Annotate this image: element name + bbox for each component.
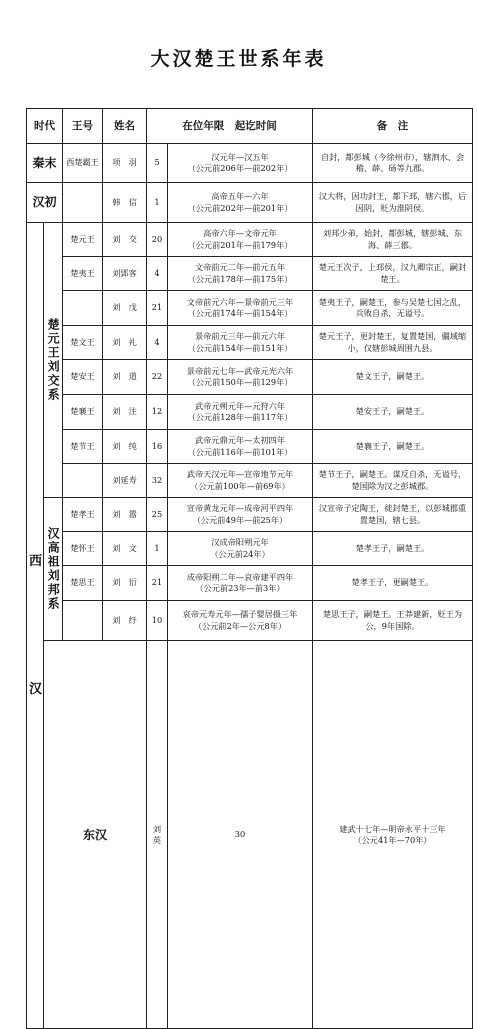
era-cell-xihan — [27, 223, 44, 1029]
period-cell — [168, 566, 313, 601]
era-cell-qinmo: 秦末 — [27, 144, 63, 183]
years-cell: 32 — [147, 464, 168, 498]
years-cell: 4 — [147, 326, 168, 360]
period-line-2: （公元前49年—前25年） — [192, 514, 288, 525]
period-line-1: 文帝前元二年—前元五年 — [194, 262, 286, 273]
title-cell: 楚孝王 — [63, 498, 103, 532]
period-line-2: （公元前154年—前151年） — [187, 342, 293, 353]
name-cell: 刘 戊 — [103, 291, 147, 326]
period-cell — [168, 464, 313, 498]
period-cell — [168, 532, 313, 566]
title-cell: 楚怀王 — [63, 532, 103, 566]
period-cell — [168, 395, 313, 430]
period-line-2: （公元41年—70年） — [353, 834, 432, 845]
note-cell: 楚安王子，嗣楚王。 — [313, 395, 473, 430]
title-cell — [63, 464, 103, 498]
note-cell: 楚思王子，嗣楚王。王莽建新，贬王为公，9年国除。 — [313, 601, 473, 641]
note-cell: 汉宣帝子定陶王，徙封楚王，以彭城郡重置楚国，辖七县。 — [313, 498, 473, 532]
period-line-2: （公元前2年—公元8年） — [193, 620, 287, 631]
table-row — [27, 566, 473, 601]
header-notes: 备 注 — [313, 109, 473, 144]
header-era: 时代 — [27, 109, 63, 144]
title-cell: 西楚霸王 — [63, 144, 103, 183]
years-cell: 21 — [147, 291, 168, 326]
period-line-1: 景帝前元三年—前元六年 — [194, 331, 286, 342]
table-row — [27, 326, 473, 360]
name-cell: 刘 纡 — [103, 601, 147, 641]
period-line-1: 武帝元朔元年—元狩六年 — [194, 400, 286, 411]
years-cell: 16 — [147, 430, 168, 464]
name-cell: 刘 礼 — [103, 326, 147, 360]
years-cell: 25 — [147, 498, 168, 532]
title-cell: 楚夷王 — [63, 257, 103, 291]
table-row — [27, 257, 473, 291]
note-cell: 楚襄王子，嗣楚王。 — [313, 430, 473, 464]
table-row — [27, 183, 473, 223]
name-cell: 刘 注 — [103, 395, 147, 430]
table-row — [27, 223, 473, 257]
name-cell: 刘 交 — [103, 223, 147, 257]
period-cell — [168, 257, 313, 291]
period-line-2: （公元前206年—前202年） — [187, 163, 293, 173]
years-cell: 5 — [147, 144, 168, 183]
years-cell: 1 — [147, 183, 168, 223]
period-line-2: （公元前23年—前3年） — [195, 583, 285, 593]
period-cell — [168, 144, 313, 183]
period-line-1: 哀帝元寿元年—孺子婴居摄三年 — [182, 609, 298, 620]
period-cell — [313, 641, 473, 1029]
period-line-2: （公元前174年—前154年） — [187, 308, 293, 318]
title-cell — [63, 601, 103, 641]
period-cell — [168, 326, 313, 360]
table-row — [27, 291, 473, 326]
period-line-1: 高帝五年—六年 — [211, 191, 269, 202]
era-cell-donghan: 东汉 — [44, 641, 147, 1029]
period-cell — [168, 360, 313, 395]
period-line-1: 汉成帝阳朔元年 — [211, 537, 269, 548]
table-row — [27, 464, 473, 498]
period-line-2: （公元前116年—前101年） — [187, 446, 293, 457]
era-han: 汉 — [29, 681, 43, 697]
table-row — [27, 498, 473, 532]
years-cell: 1 — [147, 532, 168, 566]
title-cell: 楚思王 — [63, 566, 103, 601]
table-row — [27, 641, 473, 1029]
note-cell: 自封，都彭城（今徐州市），辖泗水、会稽、薛、砀等九郡。 — [313, 144, 473, 183]
name-cell: 刘 纯 — [103, 430, 147, 464]
table-row — [27, 360, 473, 395]
period-line-2: （公元前100年—前69年） — [190, 480, 290, 491]
period-cell — [168, 498, 313, 532]
period-line-2: （公元前202年—前201年） — [187, 202, 293, 213]
title-cell: 楚节王 — [63, 430, 103, 464]
name-cell: 刘延寿 — [103, 464, 147, 498]
header-period: 在位年限 起讫时间 — [147, 109, 313, 144]
lineage-table — [26, 108, 473, 1029]
name-cell: 刘郢客 — [103, 257, 147, 291]
years-cell: 12 — [147, 395, 168, 430]
name-cell: 刘 衍 — [103, 566, 147, 601]
years-cell: 30 — [168, 641, 313, 1029]
era-cell-hanchu: 汉初 — [27, 183, 63, 223]
period-line-1: 武帝元鼎元年—太初四年 — [194, 435, 286, 446]
table-row — [27, 395, 473, 430]
era-xi: 西 — [29, 554, 43, 570]
years-cell: 21 — [147, 566, 168, 601]
period-cell — [168, 291, 313, 326]
period-line-1: 成帝阳朔二年—哀帝建平四年 — [186, 571, 294, 582]
title-cell: 楚襄王 — [63, 395, 103, 430]
period-line-1: 武帝天汉元年—宣帝地节元年 — [186, 469, 294, 480]
name-cell: 刘英 — [147, 641, 168, 1029]
period-line-1: 景帝前元七年—武帝元光六年 — [186, 365, 294, 376]
name-cell: 刘 嚣 — [103, 498, 147, 532]
note-cell: 楚孝王子，更嗣楚王。 — [313, 566, 473, 601]
note-cell: 楚元王子，更封楚王，复置楚国，疆域缩小，仅辖彭城周围九县。 — [313, 326, 473, 360]
period-cell — [168, 601, 313, 641]
table-row — [27, 144, 473, 183]
header-row — [27, 109, 473, 144]
table-row — [27, 601, 473, 641]
period-line-2: （公元前150年—前129年） — [187, 377, 293, 387]
years-cell: 22 — [147, 360, 168, 395]
period-cell — [168, 430, 313, 464]
period-line-2: （公元前201年—前179年） — [187, 239, 293, 250]
title-cell: 楚安王 — [63, 360, 103, 395]
period-line-2: （公元前178年—前175年） — [187, 273, 293, 284]
name-cell: 刘 文 — [103, 532, 147, 566]
note-cell: 楚夷王子，嗣楚王，参与吴楚七国之乱，兵败自杀，无谥号。 — [313, 291, 473, 326]
period-line-1: 高帝六年—文帝元年 — [203, 228, 277, 239]
period-line-1: 宣帝黄龙元年—成帝河平四年 — [186, 503, 294, 514]
note-cell: 楚元王次子，上邳侯，汉九卿宗正，嗣封楚王。 — [313, 257, 473, 291]
years-cell: 10 — [147, 601, 168, 641]
period-line-2: （公元前24年） — [210, 548, 270, 559]
note-cell: 汉大将，因功封王，都下邳，辖六郡，后因阴，贬为淮阴侯。 — [313, 183, 473, 223]
name-cell: 项 羽 — [103, 144, 147, 183]
years-cell: 20 — [147, 223, 168, 257]
name-cell: 韩 信 — [103, 183, 147, 223]
table-row — [27, 532, 473, 566]
page-title: 大汉楚王世系年表 — [150, 48, 327, 70]
period-cell — [168, 183, 313, 223]
period-line-1: 文帝前元六年—景帝前元三年 — [186, 296, 294, 307]
years-cell: 4 — [147, 257, 168, 291]
title-cell — [63, 183, 103, 223]
branch-chuyuanwang: 楚元王刘交系 — [44, 223, 63, 498]
note-cell: 楚孝王子，嗣楚王。 — [313, 532, 473, 566]
branch-hangaozu: 汉高祖刘邦系 — [44, 498, 63, 641]
note-cell: 楚文王子，嗣楚王。 — [313, 360, 473, 395]
note-cell: 刘邦少弟，始封，都彭城，辖彭城、东海、薛三郡。 — [313, 223, 473, 257]
table-row — [27, 430, 473, 464]
note-cell: 楚节王子，嗣楚王。谋反自杀，无谥号，楚国除为汉之彭城郡。 — [313, 464, 473, 498]
period-line-2: （公元前128年—前117年） — [187, 412, 293, 422]
period-line-1: 建武十七年—明帝永平十三年 — [339, 823, 446, 834]
title-cell — [63, 291, 103, 326]
header-title: 王号 — [63, 109, 103, 144]
period-cell — [168, 223, 313, 257]
period-line-1: 汉元年—汉五年 — [211, 151, 269, 162]
name-cell: 刘 道 — [103, 360, 147, 395]
title-cell: 楚文王 — [63, 326, 103, 360]
title-cell: 楚元王 — [63, 223, 103, 257]
header-name: 姓名 — [103, 109, 147, 144]
